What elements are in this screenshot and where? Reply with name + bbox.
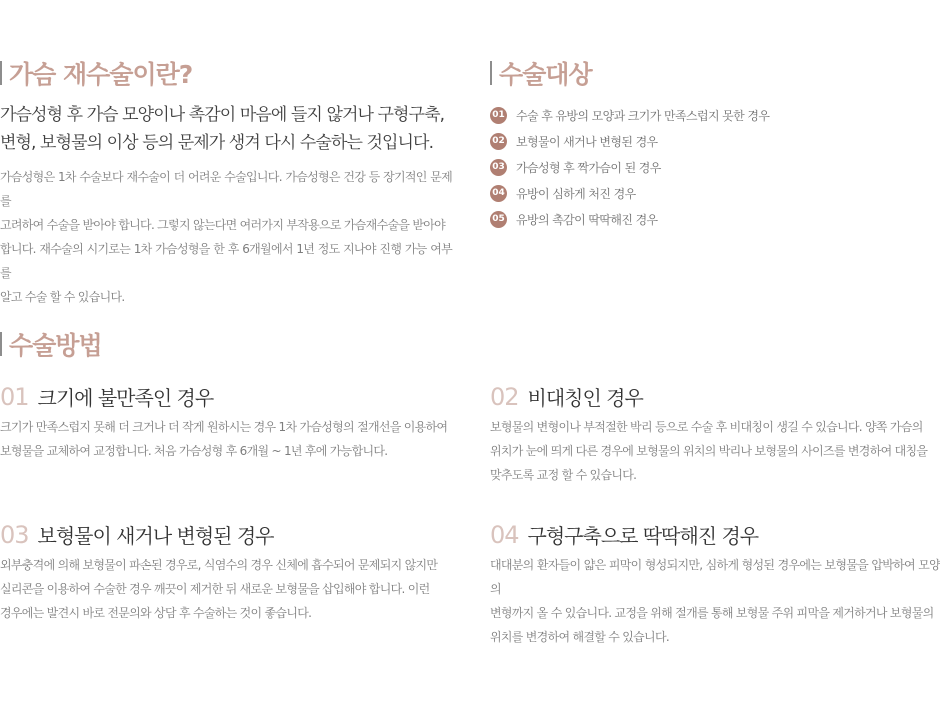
intro-body-line: 가슴성형은 1차 수술보다 재수술이 더 어려운 수술입니다. 가슴성형은 건강 등 장기적인 문제를 [0, 170, 452, 208]
targets-title [490, 56, 930, 90]
targets-section [490, 56, 930, 232]
target-item [490, 154, 930, 180]
method-title-text: 보형물이 새거나 변형된 경우 [37, 524, 274, 548]
intro-title-text: 가슴 재수술이란? [9, 60, 193, 89]
target-item [490, 180, 930, 206]
target-text: 유방이 심하게 처진 경우 [516, 186, 636, 201]
target-item [490, 128, 930, 154]
method-heading [490, 382, 940, 411]
method-number: 01 [0, 383, 29, 411]
target-text: 보형물이 새거나 변형된 경우 [516, 134, 658, 149]
title-bar [0, 61, 2, 85]
number-badge: 02 [490, 133, 507, 150]
method-desc-line: 크기가 만족스럽지 못해 더 크거나 더 작게 원하시는 경우 1차 가슴성형의 절개선을 이용하여 [0, 420, 448, 434]
target-text: 유방의 촉감이 딱딱해진 경우 [516, 212, 658, 227]
method-number: 03 [0, 521, 29, 549]
method-desc [490, 415, 940, 487]
target-item [490, 102, 930, 128]
intro-body [0, 165, 452, 309]
target-item [490, 206, 930, 232]
method-desc-line: 변형까지 올 수 있습니다. 교정을 위해 절개를 통해 보형물 주위 피막을 제거하거나 보형물의 [490, 606, 934, 620]
method-title-text: 비대칭인 경우 [527, 386, 643, 410]
intro-lead-line: 가슴성형 후 가슴 모양이나 촉감이 마음에 들지 않거나 구형구축, [0, 105, 445, 125]
intro-body-line: 합니다. 재수술의 시기로는 1차 가슴성형을 한 후 6개월에서 1년 정도 지나야 진행 가능 여부를 [0, 242, 452, 280]
number-badge: 05 [490, 211, 507, 228]
intro-section [0, 56, 452, 309]
method-desc [490, 553, 940, 649]
method-number: 02 [490, 383, 519, 411]
method-desc [0, 415, 452, 463]
targets-list [490, 102, 930, 232]
method-title-text: 구형구축으로 딱딱해진 경우 [527, 524, 759, 548]
intro-body-line: 알고 수술 할 수 있습니다. [0, 290, 125, 304]
method-desc-line: 외부충격에 의해 보형물이 파손된 경우로, 식염수의 경우 신체에 흡수되어 문제되지 않지만 [0, 558, 438, 572]
methods-title-text: 수술방법 [9, 331, 102, 360]
method-desc-line: 실리콘을 이용하여 수술한 경우 깨끗이 제거한 뒤 새로운 보형물을 삽입해야 합니다. 이런 [0, 582, 430, 596]
number-badge: 04 [490, 185, 507, 202]
method-heading [0, 382, 452, 411]
target-text: 수술 후 유방의 모양과 크기가 만족스럽지 못한 경우 [516, 108, 770, 123]
method-number: 04 [490, 521, 519, 549]
method-desc-line: 보형물을 교체하여 교정합니다. 처음 가슴성형 후 6개월 ~ 1년 후에 가능합니다. [0, 444, 388, 458]
method-desc-line: 위치가 눈에 띄게 다른 경우에 보형물의 위치의 박리나 보형물의 사이즈를 변경하여 대칭을 [490, 444, 928, 458]
method-desc-line: 위치를 변경하여 해결할 수 있습니다. [490, 630, 669, 644]
method-heading [490, 520, 940, 549]
methods-section [0, 327, 452, 361]
intro-lead-line: 변형, 보형물의 이상 등의 문제가 생겨 다시 수술하는 것입니다. [0, 133, 434, 153]
intro-lead [0, 101, 452, 157]
targets-title-text: 수술대상 [499, 60, 592, 89]
target-text: 가슴성형 후 짝가슴이 된 경우 [516, 160, 661, 175]
intro-title [0, 56, 452, 90]
method-title-text: 크기에 불만족인 경우 [37, 386, 214, 410]
number-badge: 03 [490, 159, 507, 176]
method-item [490, 520, 940, 649]
method-heading [0, 520, 452, 549]
method-item [490, 382, 940, 487]
method-item [0, 520, 452, 625]
methods-title [0, 327, 452, 361]
method-item [0, 382, 452, 463]
method-desc-line: 경우에는 발견시 바로 전문의와 상담 후 수술하는 것이 좋습니다. [0, 606, 312, 620]
method-desc-line: 대대분의 환자들이 얇은 피막이 형성되지만, 심하게 형성된 경우에는 보형물을 압박하여 모양의 [490, 558, 940, 596]
number-badge: 01 [490, 107, 507, 124]
method-desc-line: 맞추도록 교정 할 수 있습니다. [490, 468, 637, 482]
intro-body-line: 고려하여 수술을 받아야 합니다. 그렇지 않는다면 여러가지 부작용으로 가슴재수술을 받아야 [0, 218, 446, 232]
title-bar [0, 332, 2, 356]
method-desc-line: 보형물의 변형이나 부적절한 박리 등으로 수술 후 비대칭이 생길 수 있습니다. 양쪽 가슴의 [490, 420, 923, 434]
method-desc [0, 553, 452, 625]
title-bar [490, 61, 492, 85]
